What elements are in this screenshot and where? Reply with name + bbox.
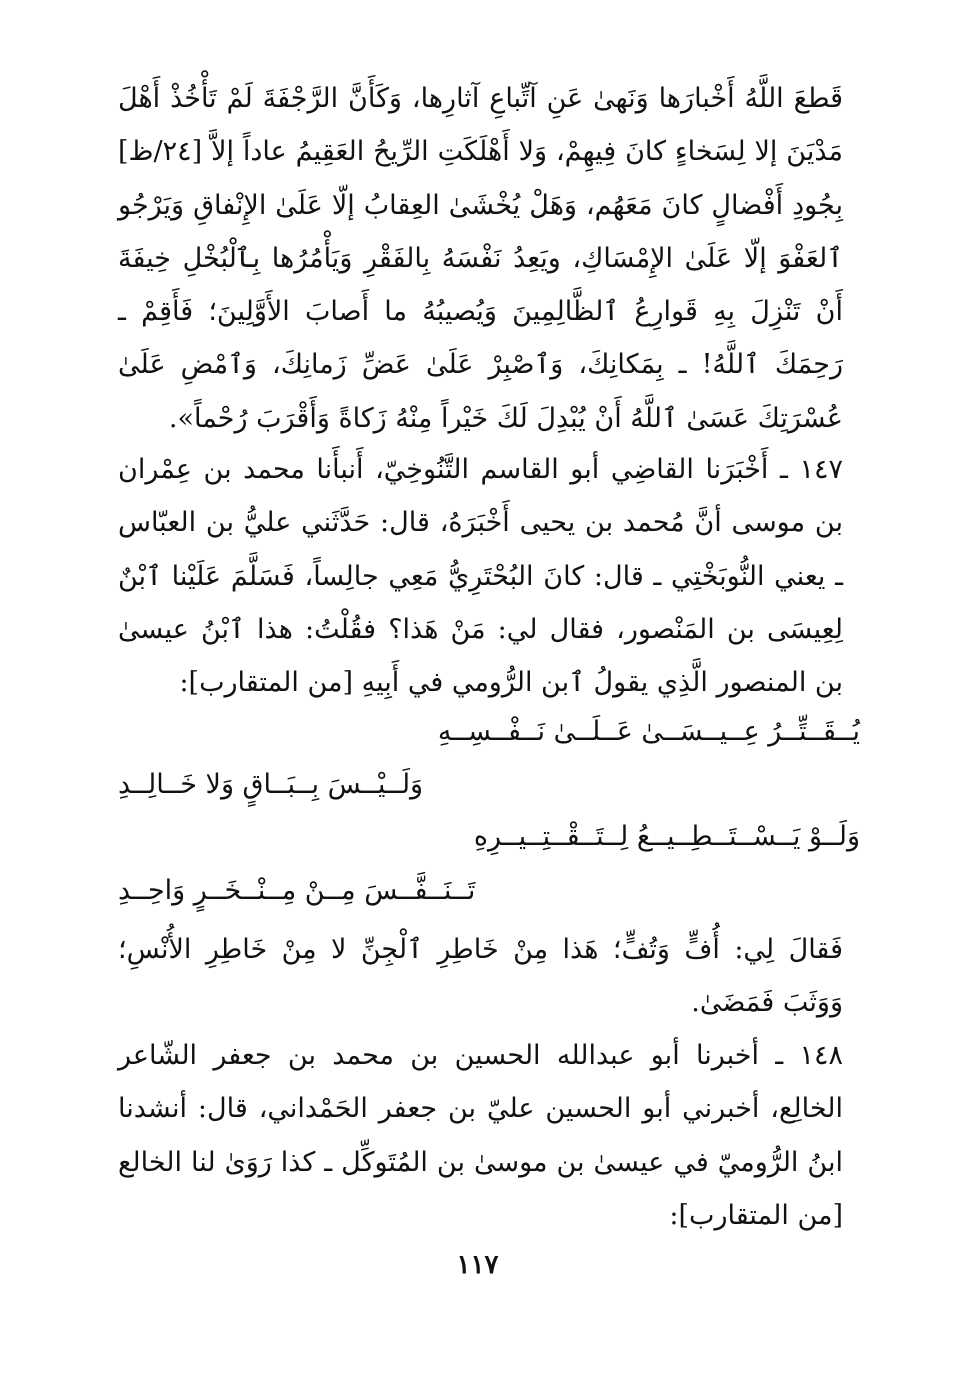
paragraph-after-poem <box>118 923 843 1030</box>
paragraph-text: فَقالَ لِي: أُفٍّ وَتُفٍّ؛ هَذا مِنْ خَاطِرِ ٱلْجِنِّ لا مِنْ خَاطِرِ الأُنْسِ؛ وَوَثَبَ فَمَضَىٰ. <box>118 934 843 1019</box>
paragraph-continuation <box>118 72 843 445</box>
paragraph-text: قَطعَ اللَّهُ أَخْبارَها وَنَهىٰ عَنِ آتِّباعِ آثارِها، وَكَأَنَّ الرَّجْفَةَ لَمْ تَأْخُذْ أَهْلَ مَدْيَنَ إلا لِسَخاءٍ كانَ فِيهِمْ، وَلا أَهْلَكَتِ الرِّيحُ العَقِيمُ عاداً إلاَّ [٢٤/ظ] بِجُودِ أَفْضالٍ كانَ مَعَهُم، وَهَلْ يُخْشَىٰ العِقابُ إلّا عَلَىٰ الإِنْفاقِ وَيَرْجُو ٱلعَفْوَ إلّا عَلَىٰ الإِمْسَاكِ، ويَعِدُ نَفْسَهُ بِالفَقْرِ وَيَأْمُرُها بِٱلْبُخْلِ خِيفَةَ أَنْ تَنْزِلَ بِهِ قَوارِعُ ٱلظَّالِمِينَ وَيُصيبُهُ ما أَصابَ الأَوَّلِينَ؛ فَأَقِمْ ـ رَحِمَكَ ٱللَّهُ! ـ بِمَكانِكَ، وَٱصْبِرْ عَلَىٰ عَضِّ زَمانِكَ، وَٱمْضِ عَلَىٰ عُسْرَتِكَ عَسَىٰ ٱللَّهُ أَنْ يُبْدِلَ لَكَ خَيْراً مِنْهُ زَكاةً وَأَقْرَبَ رُحْماً». <box>118 83 843 434</box>
poem-line-2: وَلَــيْــسَ بِــبَــاقٍ وَلا خَــالِــدِ <box>118 769 424 800</box>
poem-line-3: وَلَــوْ يَــسْــتَــطِــيــعُ لِــتَــقْــتِــيــرِهِ <box>473 821 860 852</box>
paragraph-text: ١٤٨ ـ أخبرنا أبو عبدالله الحسين بن محمد بن جعفر الشّاعر الخالِع، أخبرني أبو الحسين عليّ بن جعفر الحَمْداني، قال: أنشدنا ابنُ الرُّوميّ في عيسىٰ بن موسىٰ بن المُتَوكِّل ـ كذا رَوَىٰ لنا الخالع [من المتقارب]: <box>118 1040 843 1231</box>
paragraph-147 <box>118 443 843 709</box>
page-number: ١١٧ <box>456 1250 499 1280</box>
paragraph-text: ١٤٧ ـ أَخْبَرَنا القاضِي أبو القاسم التَّنُوخِيّ، أَنبأَنا محمد بن عِمْران بن موسى أنَّ مُحمد بن يحيى أَخْبَرَهُ، قال: حَدَّثَني عليُّ بن العبّاس ـ يعني النُّوبَخْتِي ـ قال: كانَ البُحْتَرِيُّ مَعِي جالِساً، فَسَلَّمَ عَلَيْنا ٱبْنٌ لِعِيسَى بن المَنْصور، فقال لي: مَنْ هَذا؟ فقُلْتُ: هذا ٱبْنُ عيسىٰ بن المنصور الَّذِي يقولُ ٱبن الرُّومي في أَبِيهِ [من المتقارب]: <box>118 454 843 699</box>
paragraph-148 <box>118 1029 843 1242</box>
poem-line-1: يُــقَــتِّــرُ عِــيــسَــىٰ عَــلَــىٰ نَــفْــسِــهِ <box>437 716 860 747</box>
poem-line-4: تَــنَــفَّــسَ مِــنْ مِــنْــخَــرٍ وَاحِــدِ <box>118 875 476 906</box>
